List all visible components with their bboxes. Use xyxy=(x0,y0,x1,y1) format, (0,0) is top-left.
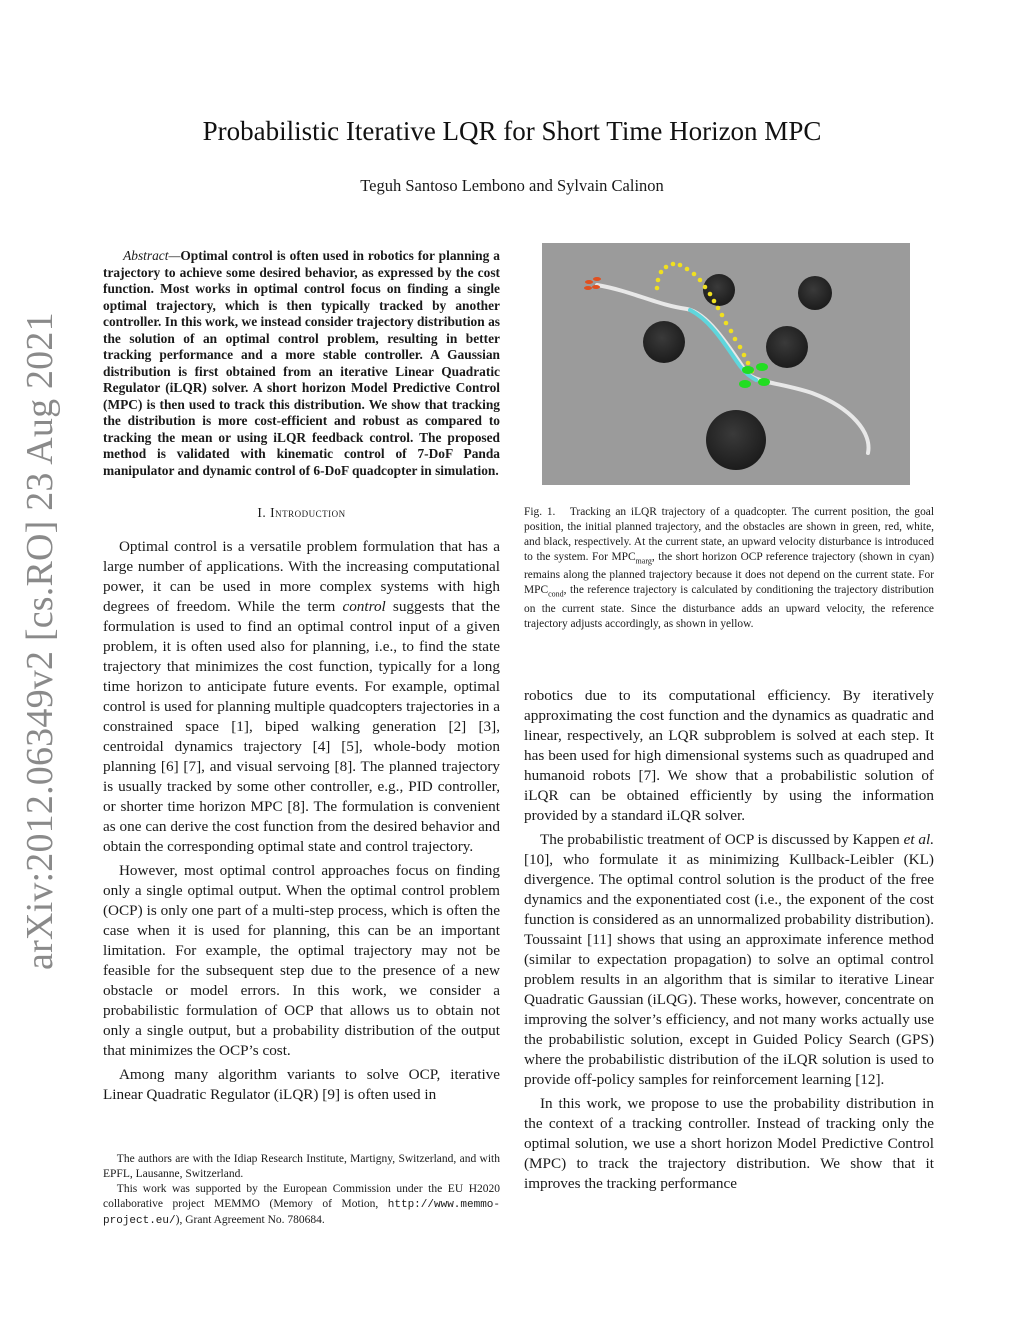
text-span: The probabilistic treatment of OCP is discussed by Kappen xyxy=(539,831,904,848)
paper-authors: Teguh Santoso Lembono and Sylvain Calinon xyxy=(360,176,664,195)
intro-paragraph-3: Among many algorithm variants to solve OCP, iterative Linear Quadratic Regulator (iLQR) [9] is often used in xyxy=(103,1066,500,1103)
section-heading-introduction xyxy=(103,503,500,523)
abstract xyxy=(103,248,500,479)
subscript: cond xyxy=(548,589,564,599)
footnotes xyxy=(103,1152,500,1229)
text-span: , the short horizon OCP reference trajectory (shown in cyan) remains along the planned trajectory because it does not depend on the current state. For MPC xyxy=(524,551,934,597)
emphasis: control xyxy=(342,598,386,615)
text-span: ), Grant Agreement No. 780684. xyxy=(175,1214,325,1226)
text-span: suggests that the formulation is used to find an optimal control input of a given problem, it is often used also for planning, i.e., to find the state trajectory that minimizes the cost function, typically for a long time horizon to anticipate future events. For example, optimal control is used for planning multiple quadcopters trajectories in a constrained space [1], biped walking generation [2] [3], centroidal dynamics trajectory [4] [5], whole-body motion planning [6] [7], and visual servoing [8]. The planned trajectory is usually tracked by some other controller, e.g., PID controller, or shorter time horizon MPC [8]. The formulation is convenient as one can derive the cost function from the desired behavior and obtain the corresponding optimal state and control trajectory. xyxy=(103,598,500,855)
emphasis: et al. xyxy=(903,831,934,848)
text-span: Tracking an iLQR trajectory of a quadcopter. The current position, the goal position, the initial planned trajectory, and the obstacles are shown in green, red, white, and black, respectively. At the current state, an upward velocity disturbance is introduced to the system. For MPC xyxy=(524,506,935,563)
intro-paragraph-2: However, most optimal control approaches focus on finding only a single optimal output. When the optimal control problem (OCP) is only one part of a multi-step process, which is often the case when it is used for planning, this can be an important limitation. For example, the optimal trajectory may not be feasible for the subsequent step due to the presence of a new obstacle or model errors. In this work, we consider a probabilistic formulation of OCP that allows us to obtain not only a single output, but a probability distribution of the output that minimizes the OCP’s cost. xyxy=(103,862,500,1059)
paper-title: Probabilistic Iterative LQR for Short Time Horizon MPC xyxy=(202,116,822,146)
obstacle xyxy=(643,321,685,363)
abstract-lead: Abstract— xyxy=(123,248,181,263)
abstract-text: Optimal control is often used in robotics for planning a trajectory to achieve some desired behavior, as expressed by the cost function. Most works in optimal control focus on finding a single optimal trajectory, which is then typically tracked by another controller. In this work, we instead consider trajectory distribution as the solution of an optimal control problem, resulting in better tracking performance and a more stable controller. A Gaussian distribution is first obtained from an iterative Linear Quadratic Regulator (iLQR) solver. A short horizon Model Predictive Control (MPC) is then used to track this distribution. We show that tracking the distribution is more cost-efficient and robust as compared to tracking the mean or using iLQR feedback control. The proposed method is validated with kinematic control of 7-DoF Panda manipulator and dynamic control of 6-DoF quadcopter in simulation. xyxy=(103,248,500,478)
figure-1-caption xyxy=(524,505,934,632)
intro-paragraph-4 xyxy=(524,830,934,1090)
footnote-funding xyxy=(103,1182,500,1229)
subscript: marg xyxy=(635,556,652,566)
left-column xyxy=(103,248,500,1109)
text-span: [10], who formulate it as minimizing Kullback-Leibler (KL) divergence. The optimal control solution is the product of the free dynamics and the exponentiated cost (i.e., the exponent of the cost function is considered as an unnormalized probability distribution). Toussaint [11] shows that using an approximate inference method (similar to expectation propagation) to solve an optimal control problem results in an algorithm that is similar to iterative Linear Quadratic Gaussian (iLQG). These works, however, concentrate on improving the solver’s efficiency, and not many works actually use the probabilistic solution, except in Guided Policy Search (GPS) where the probabilistic distribution of the iLQR solution is used to provide off-policy samples for reinforcement learning [12]. xyxy=(524,851,934,1088)
text-span: This work was supported by the European Commission under the EU H2020 collaborative project MEMMO (Memory of Motion, xyxy=(103,1183,500,1210)
section-number: I. xyxy=(257,505,267,520)
right-column xyxy=(524,686,934,1198)
footnote-affiliation: The authors are with the Idiap Research Institute, Martigny, Switzerland, and with EPFL, Lausanne, Switzerland. xyxy=(103,1153,500,1180)
obstacle xyxy=(798,276,832,310)
intro-paragraph-5: In this work, we propose to use the probability distribution in the context of a tracking controller. Instead of tracking only the optimal solution, we use a short horizon Model Predictive Control (MPC) to track the trajectory distribution. We show that it improves the tracking performance xyxy=(524,1095,934,1192)
obstacle xyxy=(703,274,735,306)
intro-paragraph-3-continued: robotics due to its computational efficiency. By iteratively approximating the cost function and the dynamics as quadratic and linear, respectively, an LQR subproblem is solved at each step. It has been used for high dimensional systems such as quadruped and humanoid robots [7]. We show that a probabilistic solution of iLQR can be obtained efficiently by using the information provided by a standard iLQR solver. xyxy=(524,687,934,824)
text-span: Optimal control is a versatile problem formulation that has a large number of applications. With the increasing computational power, it can be used in more complex systems with high degrees of freedom. While the term xyxy=(103,538,500,615)
intro-paragraph-1 xyxy=(103,537,500,857)
figure-label: Fig. 1. xyxy=(524,506,556,518)
obstacle xyxy=(766,326,808,368)
memmo-link[interactable]: http://www.memmo-project.eu/ xyxy=(103,1199,500,1227)
section-title: Introduction xyxy=(270,505,346,520)
quadcopter-simulation-illustration xyxy=(542,243,910,485)
obstacle xyxy=(706,410,766,470)
text-span: , the reference trajectory is calculated by conditioning the trajectory distribution on the current state. Since the disturbance adds an upward velocity, the reference trajectory adjusts accordingly, as shown in yellow. xyxy=(524,584,934,630)
arxiv-stamp: arXiv:2012.06349v2 [cs.RO] 23 Aug 2021 xyxy=(19,312,61,970)
figure-1-image xyxy=(542,243,910,485)
